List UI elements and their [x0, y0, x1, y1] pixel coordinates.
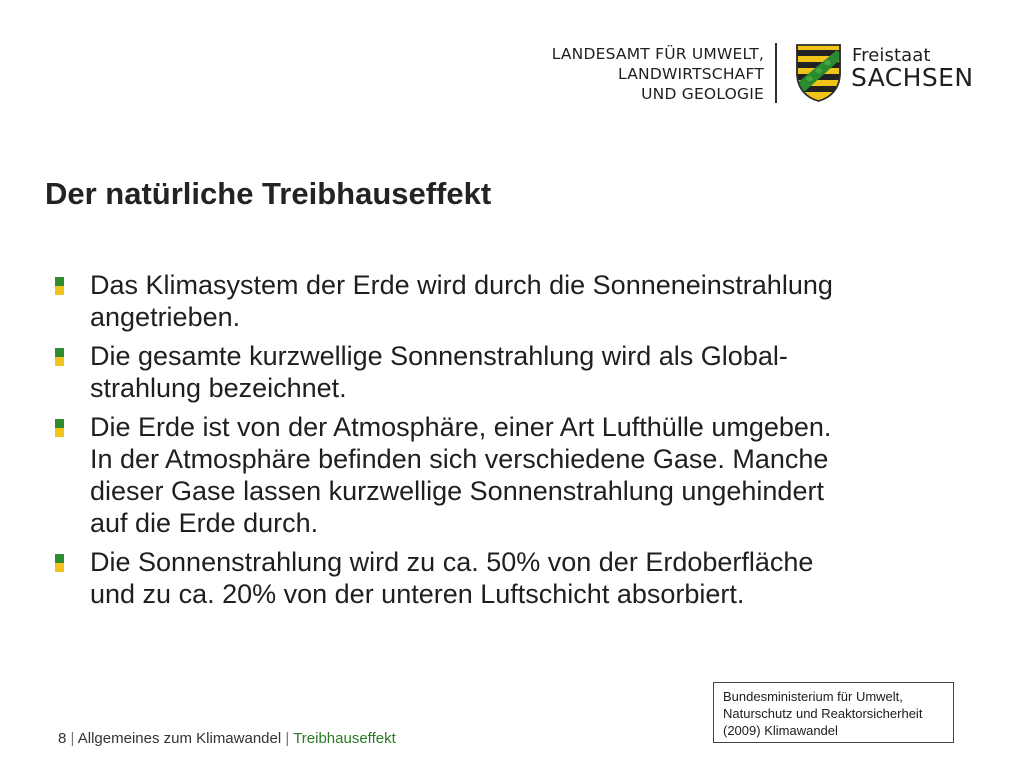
bar-bullet-icon [55, 554, 64, 572]
slide-title: Der natürliche Treibhauseffekt [45, 175, 492, 211]
agency-name-line-1: LANDESAMT FÜR UMWELT, [551, 45, 764, 63]
bullet-list [55, 269, 975, 617]
slide-footer [58, 729, 396, 749]
bullet-item [55, 546, 975, 610]
footer-separator: | [285, 730, 290, 747]
source-citation-line: Bundesministerium für Umwelt, [723, 689, 903, 704]
bullet-text [90, 546, 975, 610]
footer-section: Allgemeines zum Klimawandel [77, 730, 282, 747]
page-number: 8 [58, 730, 67, 747]
bullet-text-line: Die gesamte kurzwellige Sonnenstrahlung wird als Global- [90, 341, 788, 371]
bar-bullet-icon [55, 419, 64, 437]
agency-name-line-2: LANDWIRTSCHAFT [618, 65, 764, 83]
bar-bullet-icon [55, 348, 64, 366]
bullet-text-line: strahlung bezeichnet. [90, 373, 347, 403]
saxony-coat-of-arms-icon [793, 42, 844, 103]
bullet-text-line: und zu ca. 20% von der unteren Luftschicht absorbiert. [90, 579, 745, 609]
source-citation-line: Naturschutz und Reaktorsicherheit [723, 706, 923, 721]
bullet-text [90, 411, 975, 539]
bullet-item [55, 411, 975, 539]
bullet-text-line: Die Erde ist von der Atmosphäre, einer Art Lufthülle umgeben. [90, 412, 832, 442]
bullet-item [55, 269, 975, 333]
bullet-text-line: auf die Erde durch. [90, 508, 319, 538]
source-citation-line: (2009) Klimawandel [723, 723, 838, 738]
state-label-sachsen: SACHSEN [851, 63, 974, 92]
bullet-text-line: In der Atmosphäre befinden sich verschiedene Gase. Manche [90, 444, 829, 474]
bar-bullet-icon [55, 277, 64, 295]
bullet-text-line: Das Klimasystem der Erde wird durch die Sonneneinstrahlung [90, 270, 833, 300]
bullet-text-line: Die Sonnenstrahlung wird zu ca. 50% von der Erdoberfläche [90, 547, 814, 577]
bullet-text-line: dieser Gase lassen kurzwellige Sonnenstrahlung ungehindert [90, 476, 824, 506]
agency-name-block [548, 44, 764, 106]
footer-current-topic: Treibhauseffekt [293, 730, 396, 747]
bullet-text [90, 269, 975, 333]
bullet-item [55, 340, 975, 404]
bullet-text-line: angetrieben. [90, 302, 241, 332]
source-citation-box [713, 682, 954, 743]
state-name-block [852, 46, 984, 96]
logo-divider [775, 43, 777, 103]
footer-separator: | [70, 730, 75, 747]
state-label-freistaat: Freistaat [852, 45, 931, 66]
bullet-text [90, 340, 975, 404]
agency-name-line-3: UND GEOLOGIE [641, 85, 764, 103]
